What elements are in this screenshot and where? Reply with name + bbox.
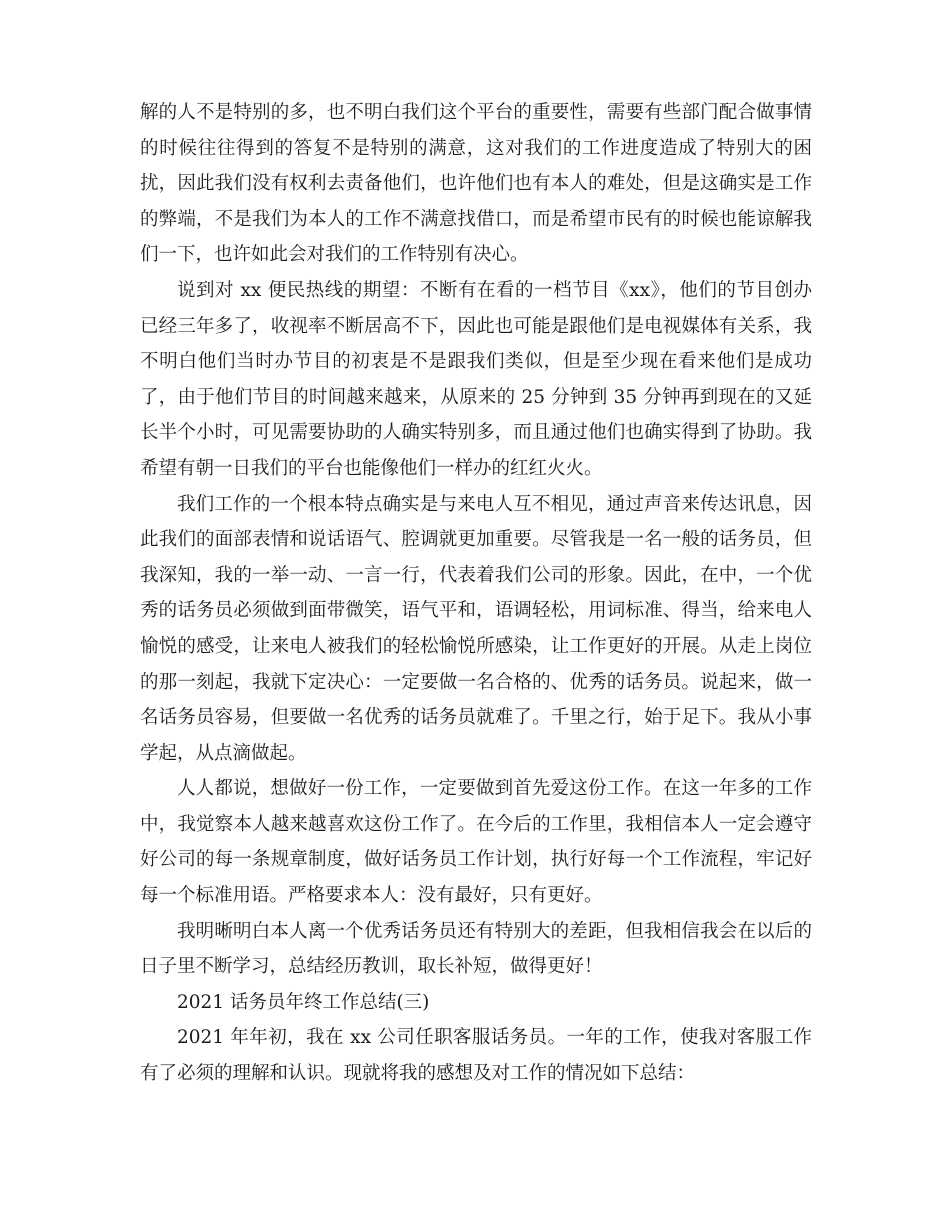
document-page — [140, 95, 812, 1092]
paragraph-5: 我明晰明白本人离一个优秀话务员还有特别大的差距，但我相信我会在以后的日子里不断学习，总结经历教训，取长补短，做得更好！ — [140, 920, 812, 978]
paragraph-3: 我们工作的一个根本特点确实是与来电人互不相见，通过声音来传达讯息，因此我们的面部表情和说话语气、腔调就更加重要。尽管我是一名一般的话务员，但我深知，我的一举一动、一言一行，代表着我们公司的形象。因此，在中，一个优秀的话务员必须做到面带微笑，语气平和，语调轻松，用词标准、得当，给来电人愉悦的感受，让来电人被我们的轻松愉悦所感染，让工作更好的开展。从走上岗位的那一刻起，我就下定决心：一定要做一名合格的、优秀的话务员。说起来，做一名话务员容易，但要做一名优秀的话务员就难了。千里之行，始于足下。我从小事学起，从点滴做起。 — [140, 493, 812, 764]
paragraph-6: 2021 年年初，我在 xx 公司任职客服话务员。一年的工作，使我对客服工作有了必须的理解和认识。现就将我的感想及对工作的情况如下总结： — [140, 1027, 812, 1085]
section-heading: 2021 话务员年终工作总结(三) — [177, 991, 430, 1013]
paragraph-1: 解的人不是特别的多，也不明白我们这个平台的重要性，需要有些部门配合做事情的时候往往得到的答复不是特别的满意，这对我们的工作进度造成了特别大的困扰，因此我们没有权利去责备他们，也许他们也有本人的难处，但是这确实是工作的弊端，不是我们为本人的工作不满意找借口，而是希望市民有的时候也能谅解我们一下，也许如此会对我们的工作特别有决心。 — [140, 102, 812, 266]
paragraph-2: 说到对 xx 便民热线的期望：不断有在看的一档节目《xx》，他们的节目创办已经三年多了，收视率不断居高不下，因此也可能是跟他们是电视媒体有关系，我不明白他们当时办节目的初衷是不是跟我们类似，但是至少现在看来他们是成功了，由于他们节目的时间越来越来，从原来的 25 分钟到 35 分钟再到现在的又延长半个小时，可见需要协助的人确实特别多，而且通过他们也确实得到了协助。我希望有朝一日我们的平台也能像他们一样办的红红火火。 — [140, 279, 812, 479]
paragraph-4: 人人都说，想做好一份工作，一定要做到首先爱这份工作。在这一年多的工作中，我觉察本人越来越喜欢这份工作了。在今后的工作里，我相信本人一定会遵守好公司的每一条规章制度，做好话务员工作计划，执行好每一个工作流程，牢记好每一个标准用语。严格要求本人：没有最好，只有更好。 — [140, 778, 812, 907]
